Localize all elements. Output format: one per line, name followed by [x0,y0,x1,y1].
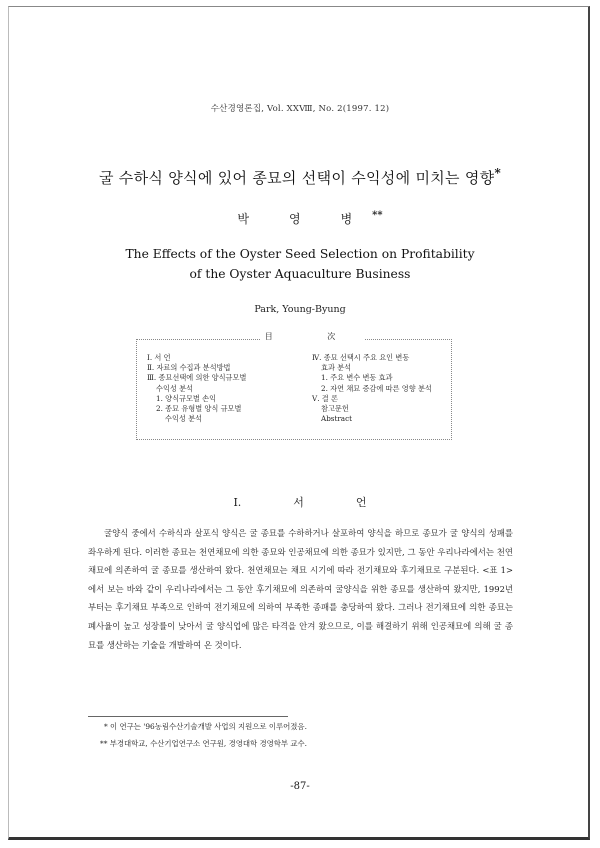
english-title [0,244,600,284]
toc-item: 2. 종묘 유형별 양식 규모별 [156,404,242,414]
toc-item: Ⅰ. 서 언 [147,353,171,362]
toc-heading-text: 目 次 [261,332,366,341]
korean-title [0,166,600,188]
korean-title-text: 굴 수하식 양식에 있어 종묘의 선택이 수익성에 미치는 영향 [98,169,495,187]
title-footnote-mark: * [494,166,502,180]
toc-item: Abstract [321,414,353,424]
section-number: Ⅰ. [233,496,242,509]
page-number: -87- [290,781,310,792]
toc-item: 수익성 분석 [165,414,203,424]
toc-item: 수익성 분석 [156,383,194,393]
toc-item: 1. 주요 변수 변동 효과 [321,373,393,383]
body-text [88,524,513,654]
section-char-1: 서 [293,496,304,509]
footnote-divider [88,716,288,717]
author-char-2: 영 [288,212,301,226]
korean-author [0,210,600,227]
toc-item: 1. 양식규모별 손익 [156,393,217,403]
toc-heading [0,331,600,342]
toc-item: 참고문헌 [321,404,349,414]
english-author: Park, Young-Byung [254,304,346,315]
section-heading [0,494,600,510]
body-paragraph: 굴양식 중에서 수하식과 살포식 양식은 굴 종묘를 수하하거나 살포하여 양식을 하므로 종묘가 굴 양식의 성패를 좌우하게 된다. 이러한 종묘는 천연채묘에 의한 종묘와 인공채묘에 의한 종묘가 있지만, 그 동안 우리나라에서는 천연채묘에 의존하여 굴 종묘를 생산하여 왔다. 천연채묘는 채묘 시기에 따라 전기채묘와 후기채묘로 구분된다. <표 1>에서 보는 바와 같이 우리나라에서는 그 동안 후기채묘에 의존하여 굴양식을 위한 종묘를 생산하여 왔지만, 1992년부터는 후기채묘 부족으로 인하여 전기채묘에 의하여 부족한 종패를 충당하여 왔다. 그러나 전기채묘에 의한 종묘는 폐사율이 높고 성장률이 낮아서 굴 양식업에 많은 타격을 안겨 왔으므로, 이를 해결하기 위해 인공채묘에 의해 굴 종묘를 생산하는 기술을 개발하여 온 것이다. [88,528,513,650]
toc-right-column [312,353,447,424]
toc-item: Ⅲ. 종묘선택에 의한 양식규모별 [147,373,247,383]
author-footnote-mark: ** [372,210,383,221]
toc-item: 효과 분석 [321,363,352,373]
footnote-2: ** 부경대학교, 수산기업연구소 연구원, 경영대학 경영학부 교수. [100,739,308,748]
journal-header: 수산경영론집, Vol. XXⅧ, No. 2(1997. 12) [210,104,390,114]
toc-item: Ⅱ. 자료의 수집과 분석방법 [147,363,231,373]
author-char-3: 병 [340,212,353,226]
english-title-line-2: of the Oyster Aquaculture Business [189,267,411,281]
toc-item: Ⅳ. 종묘 선택시 주요 요인 변동 [312,353,410,362]
english-title-line-1: The Effects of the Oyster Seed Selection on Profitability [125,247,475,261]
section-char-2: 언 [355,496,367,509]
toc-item: Ⅴ. 결 론 [312,393,338,403]
toc-left-column [147,353,297,424]
footnote-1: * 이 연구는 '96농림수산기술개발 사업의 지원으로 이루어졌음. [104,722,307,731]
author-char-1: 박 [237,212,249,226]
toc-item: 2. 자연 채묘 증감에 따른 영향 분석 [321,383,432,393]
